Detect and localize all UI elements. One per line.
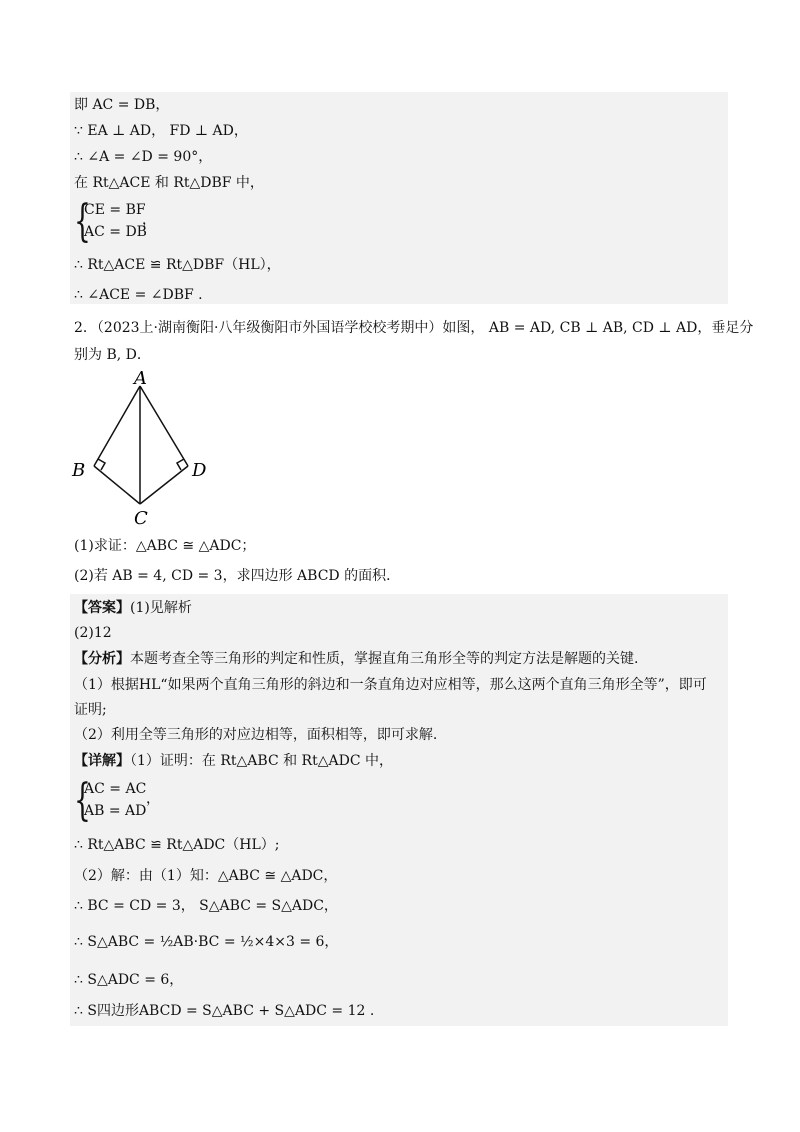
- analysis-line-2: （2）利用全等三角形的对应边相等，面积相等，即可求解.: [74, 727, 438, 743]
- label-a: A: [134, 368, 147, 389]
- system-eq-2: AC = DB: [84, 224, 147, 240]
- answer-tag: 【答案】: [74, 600, 130, 616]
- system-eq-2: AB = AD: [84, 803, 147, 819]
- right-angle-mark-b: [98, 459, 105, 470]
- question-line-1: 2．（2023上·湖南衡阳·八年级衡阳市外国语学校校考期中）如图， AB = AD, CB ⊥ AB, CD ⊥ AD，垂足分: [74, 320, 754, 336]
- detail-line-2: （2）解：由（1）知：△ABC ≅ △ADC，: [74, 868, 338, 884]
- question-part-2: (2)若 AB = 4, CD = 3，求四边形 ABCD 的面积．: [74, 568, 401, 584]
- label-c: C: [134, 508, 148, 528]
- analysis-text: 本题考查全等三角形的判定和性质，掌握直角三角形全等的判定方法是解题的关键.: [130, 651, 639, 667]
- right-angle-mark-d: [177, 459, 184, 470]
- top-line-1: 即 AC = DB，: [74, 97, 170, 113]
- detail-line-4: ∴ S△ABC = ½AB·BC = ½×4×3 = 6，: [74, 934, 339, 950]
- segment-dc: [140, 466, 188, 504]
- segment-ab: [94, 386, 140, 466]
- question-part-1: (1)求证：△ABC ≅ △ADC；: [74, 538, 256, 554]
- system-comma: ，: [142, 212, 156, 228]
- kite-figure: [66, 368, 216, 528]
- label-d: D: [192, 460, 207, 481]
- top-line-6: ∴ ∠ACE = ∠DBF .: [74, 287, 203, 303]
- detail-tag: 【详解】: [74, 753, 130, 769]
- top-line-5: ∴ Rt△ACE ≌ Rt△DBF（HL），: [74, 257, 281, 273]
- detail-line-6: ∴ S四边形ABCD = S△ABC + S△ADC = 12 .: [74, 1003, 375, 1019]
- answer-line-2: (2)12: [74, 625, 112, 641]
- brace-symbol: {: [74, 196, 91, 247]
- analysis-line-1: （1）根据HL“如果两个直角三角形的斜边和一条直角边对应相等，那么这两个直角三角形全等”，即可: [74, 677, 707, 693]
- analysis-line-1b: 证明;: [74, 702, 107, 718]
- detail-line-5: ∴ S△ADC = 6，: [74, 972, 184, 988]
- label-b: B: [72, 460, 86, 481]
- top-equation-system: [74, 196, 194, 247]
- segment-ad: [140, 386, 188, 466]
- answer-line: [74, 598, 192, 618]
- detail-equation-system: [74, 775, 194, 826]
- top-line-2: ∵ EA ⊥ AD， FD ⊥ AD，: [74, 123, 248, 139]
- system-comma: ，: [146, 791, 160, 807]
- detail-text: （1）证明：在 Rt△ABC 和 Rt△ADC 中，: [130, 753, 393, 769]
- question-line-2: 别为 B, D．: [74, 347, 151, 363]
- top-line-3: ∴ ∠A = ∠D = 90°，: [74, 149, 213, 165]
- answer-text: (1)见解析: [130, 600, 192, 616]
- brace-symbol: {: [74, 775, 91, 826]
- top-line-4: 在 Rt△ACE 和 Rt△DBF 中，: [74, 175, 264, 191]
- system-eq-1: AC = AC: [84, 781, 147, 797]
- detail-line-1: ∴ Rt△ABC ≌ Rt△ADC（HL）;: [74, 837, 280, 853]
- segment-bc: [94, 466, 140, 504]
- detail-line-3: ∴ BC = CD = 3， S△ABC = S△ADC，: [74, 898, 338, 914]
- analysis-tag: 【分析】: [74, 651, 130, 667]
- detail-line: [74, 751, 393, 771]
- system-eq-1: CE = BF: [84, 202, 146, 218]
- analysis-line: [74, 649, 638, 669]
